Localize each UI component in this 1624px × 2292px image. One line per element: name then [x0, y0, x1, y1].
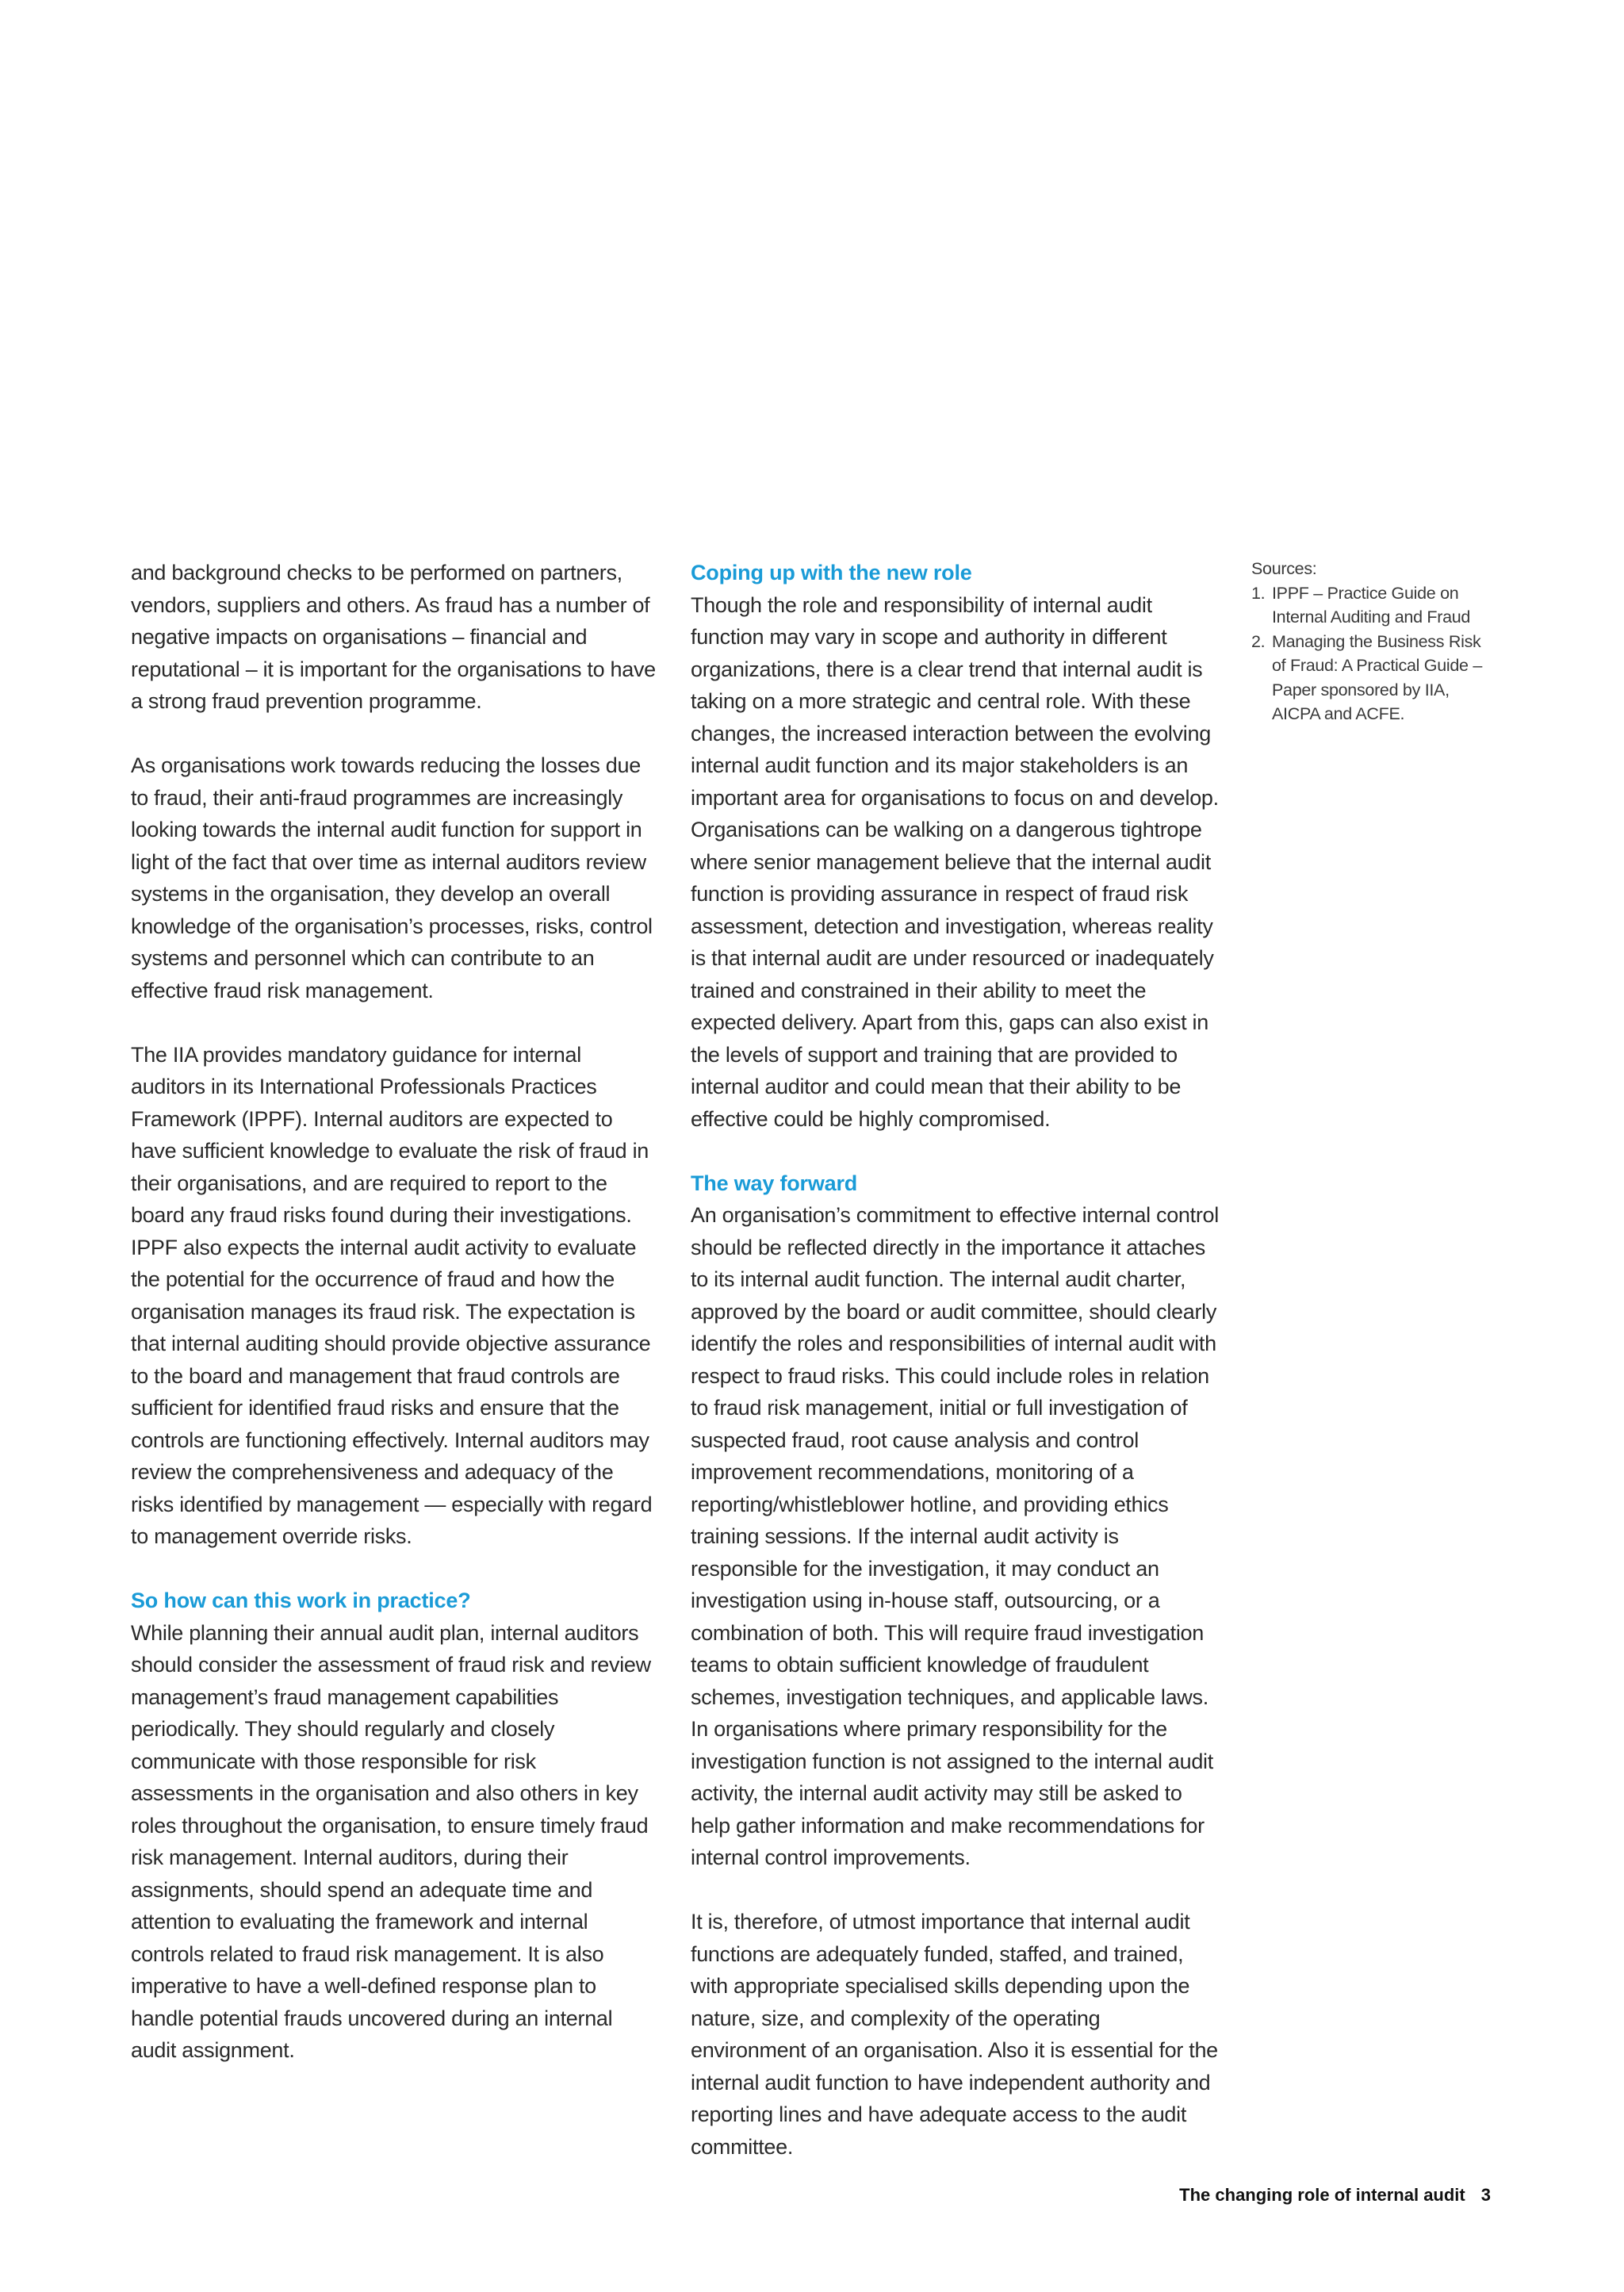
page-footer — [1179, 2185, 1491, 2206]
sources-list — [1251, 581, 1489, 726]
sources-title: Sources: — [1251, 559, 1317, 578]
source-item — [1251, 581, 1489, 630]
source-number: 1. — [1251, 583, 1266, 603]
body-paragraph: An organisation’s commitment to effective internal control should be reflected directly in the importance it attaches to its internal audit function. The internal audit charter, approved by the board or audit committee, should clearly identify the roles and responsibilities of internal audit with respect to fraud risks. This could include roles in relation to fraud risk management, initial or full investigation of suspected fraud, root cause analysis and control improvement recommendations, monitoring of a reporting/whistleblower hotline, and providing ethics training sessions. If the internal audit activity is responsible for the investigation, it may conduct an investigation using in-house staff, outsourcing, or a combination of both. This will require fraud investigation teams to obtain sufficient knowledge of fraudulent schemes, investigation techniques, and applicable laws. In organisations where primary responsibility for the investigation function is not assigned to the internal audit activity, the internal audit activity may still be asked to help gather information and make recommendations for internal control improvements. — [691, 1203, 1219, 1869]
sources-sidebar — [1251, 557, 1489, 726]
body-paragraph: The IIA provides mandatory guidance for internal auditors in its International Professionals Practices Framework (IPPF). Internal auditors are expected to have sufficient knowledge to evaluate the risk of fraud in their organisations, and are required to report to the board any fraud risks found during their investigations. IPPF also expects the internal audit activity to evaluate the potential for the occurrence of fraud and how the organisation manages its fraud risk. The expectation is that internal auditing should provide objective assurance to the board and management that fraud controls are sufficient for identified fraud risks and ensure that the controls are functioning effectively. Internal auditors may review the comprehensiveness and adequacy of the risks identified by management — especially with regard to management override risks. — [131, 1042, 653, 1548]
source-text: Managing the Business Risk of Fraud: A Practical Guide – Paper sponsored by IIA, AICPA and ACFE. — [1272, 631, 1482, 723]
section-heading-way-forward: The way forward — [691, 1171, 858, 1195]
body-paragraph: While planning their annual audit plan, internal auditors should consider the assessment of fraud risk and review management’s fraud management capabilities periodically. They should regularly and closely communicate with those responsible for risk assessments in the organisation and also others in key roles throughout the organisation, to ensure timely fraud risk management. Internal auditors, during their assignments, should spend an adequate time and attention to evaluating the framework and internal controls related to fraud risk management. It is also imperative to have a well-defined response plan to handle potential frauds uncovered during an internal audit assignment. — [131, 1620, 651, 2062]
source-text: IPPF – Practice Guide on Internal Auditing and Fraud — [1272, 583, 1471, 627]
column-middle — [691, 557, 1220, 2163]
source-item — [1251, 630, 1489, 726]
body-paragraph: Though the role and responsibility of internal audit function may vary in scope and authority in different organizations, there is a clear trend that internal audit is taking on a more strategic and central role. With these changes, the increased interaction between the evolving internal audit function and its major stakeholders is an important area for organisations to focus on and develop. Organisations can be walking on a dangerous tightrope where senior management believe that the internal audit function is providing assurance in respect of fraud risk assessment, detection and investigation, whereas reality is that internal audit are under resourced or inadequately trained and constrained in their ability to meet the expected delivery. Apart from this, gaps can also exist in the levels of support and training that are provided to internal auditor and could mean that their ability to be effective could be highly compromised. — [691, 592, 1219, 1131]
body-paragraph: It is, therefore, of utmost importance that internal audit functions are adequately funded, staffed, and trained, with appropriate specialised skills depending upon the nature, size, and complexity of the operating environment of an organisation. Also it is essential for the internal audit function to have independent authority and reporting lines and have adequate access to the audit committee. — [691, 1910, 1218, 2159]
source-number: 2. — [1251, 631, 1266, 651]
page-number: 3 — [1480, 2185, 1491, 2205]
column-left — [131, 557, 661, 2067]
footer-title: The changing role of internal audit — [1179, 2185, 1465, 2205]
body-paragraph: and background checks to be performed on partners, vendors, suppliers and others. As fraud has a number of negative impacts on organisations – financial and reputational – it is important for the organisations to have a strong fraud prevention programme. — [131, 561, 656, 713]
section-heading-new-role: Coping up with the new role — [691, 561, 972, 584]
body-paragraph: As organisations work towards reducing the losses due to fraud, their anti-fraud programmes are increasingly looking towards the internal audit function for support in light of the fact that over time as internal auditors review systems in the organisation, they develop an overall knowledge of the organisation’s processes, risks, control systems and personnel which can contribute to an effective fraud risk management. — [131, 753, 653, 1002]
section-heading-practice: So how can this work in practice? — [131, 1589, 471, 1612]
